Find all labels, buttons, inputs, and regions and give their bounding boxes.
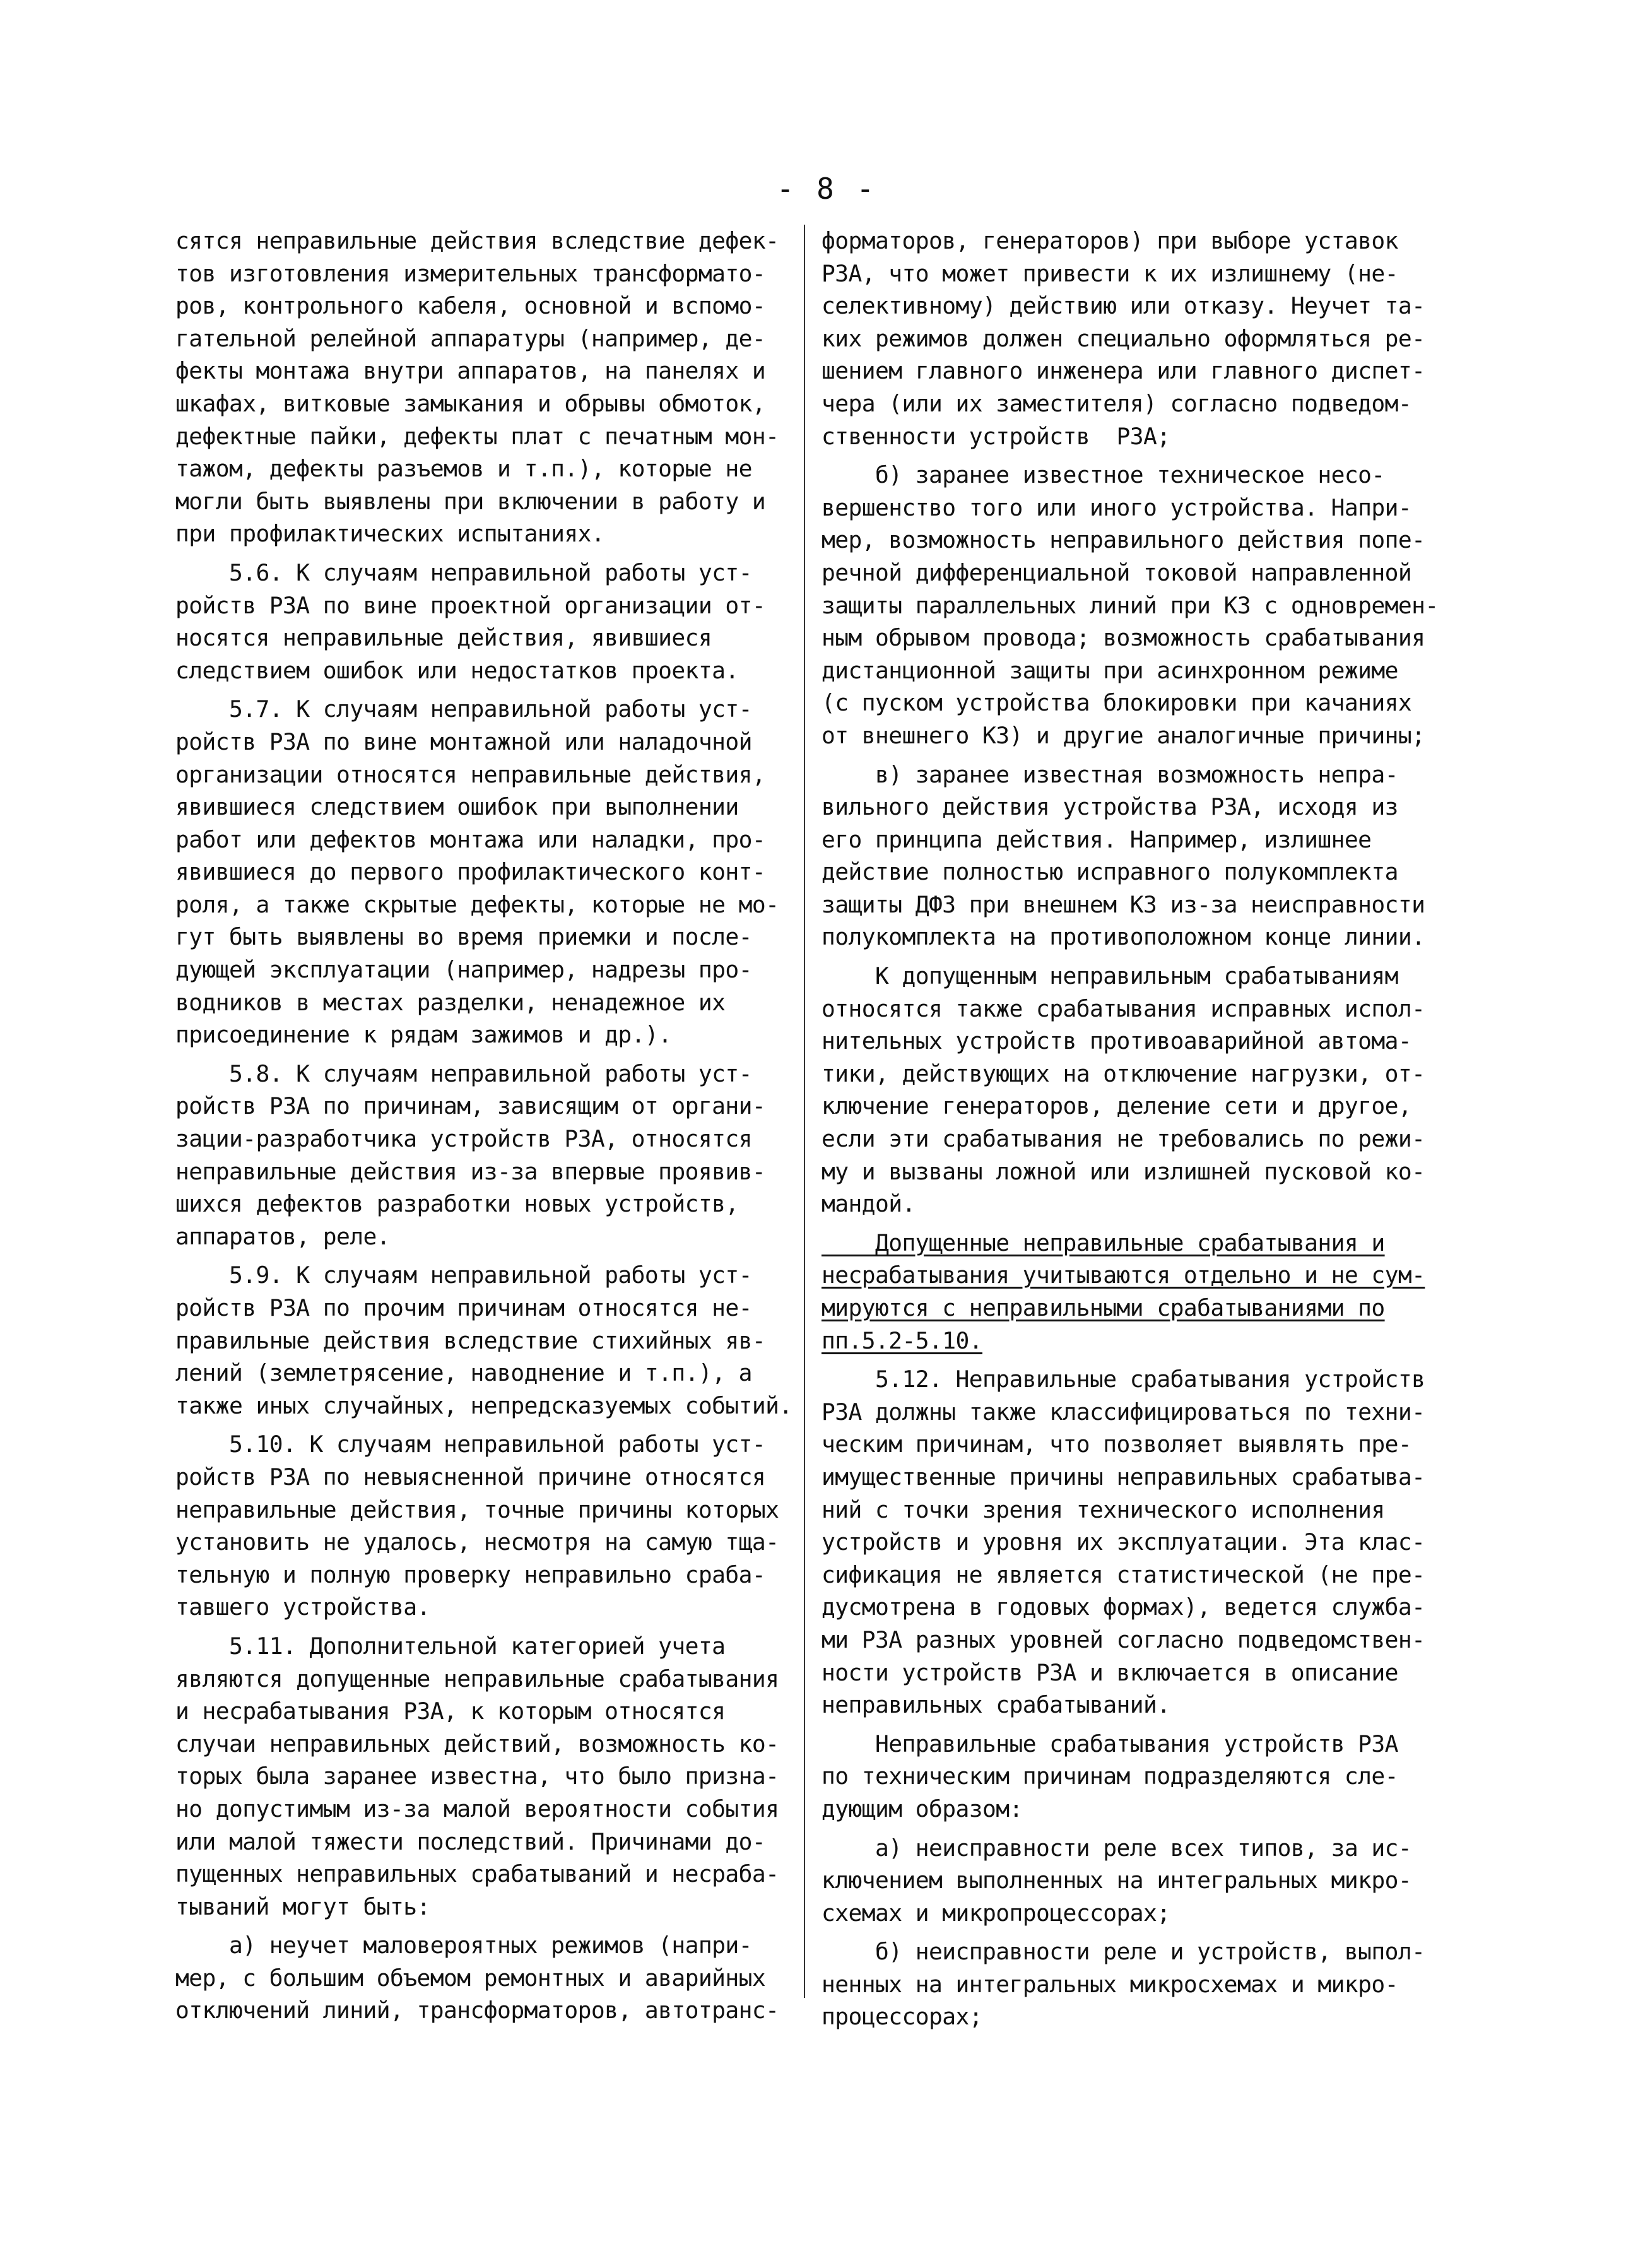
text-line: полукомплекта на противоположном конце линии.: [822, 923, 1425, 951]
text-line: зации-разработчика устройств РЗА, относятся: [175, 1125, 752, 1153]
text-line: также иных случайных, непредсказуемых событий.: [175, 1391, 792, 1419]
text-line: гут быть выявлены во время приемки и после-: [175, 923, 752, 951]
text-line: процессорах;: [822, 2003, 983, 2031]
text-line: устройств и уровня их эксплуатации. Эта клас-: [822, 1528, 1425, 1556]
text-line: тов изготовления измерительных трансформато-: [175, 259, 766, 287]
text-line: носятся неправильные действия, явившиеся: [175, 624, 712, 652]
text-line: ров, контрольного кабеля, основной и вспомо-: [175, 292, 766, 320]
text-line: вершенство того или иного устройства. Напри-: [822, 493, 1412, 521]
text-line: ройств РЗА по вине монтажной или наладочной: [175, 728, 752, 755]
left-column: [175, 225, 797, 2027]
text-line: ственности устройств РЗА;: [822, 422, 1170, 450]
text-line: 5.10. К случаям неправильной работы уст-: [175, 1431, 766, 1458]
text-line: тавшего устройства.: [175, 1593, 430, 1621]
text-line: отключений линий, трансформаторов, автотранс-: [175, 1997, 779, 2024]
text-line: фекты монтажа внутри аппаратов, на панелях и: [175, 357, 766, 385]
text-line: дующей эксплуатации (например, надрезы про-: [175, 956, 752, 984]
text-line: селективному) действию или отказу. Неучет та-: [822, 292, 1425, 320]
text-line: ным обрывом провода; возможность срабатывания: [822, 624, 1425, 652]
text-line: дистанционной защиты при асинхронном режиме: [822, 656, 1398, 684]
text-line: форматоров, генераторов) при выборе уставок: [822, 227, 1398, 254]
text-line: РЗА, что может привести к их излишнему (не-: [822, 259, 1398, 287]
text-line: роля, а также скрытые дефекты, которые не мо-: [175, 890, 779, 918]
text-line: защиты ДФЗ при внешнем КЗ из-за неисправности: [822, 890, 1425, 918]
text-line: ких режимов должен специально оформляться ре-: [822, 324, 1425, 352]
text-line: действие полностью исправного полукомплекта: [822, 858, 1398, 886]
text-line: или малой тяжести последствий. Причинами до-: [175, 1828, 766, 1855]
text-line: Допущенные неправильные срабатывания и: [822, 1229, 1385, 1256]
text-line: чера (или их заместителя) согласно подведом-: [822, 389, 1412, 417]
text-line: 5.7. К случаям неправильной работы уст-: [175, 695, 752, 723]
text-line: ческим причинам, что позволяет выявлять пре-: [822, 1431, 1412, 1458]
text-line: нительных устройств противоаварийной автома-: [822, 1027, 1412, 1055]
text-line: неправильные действия из-за впервые проявив-: [175, 1157, 766, 1185]
text-line: торых была заранее известна, что было призна-: [175, 1763, 779, 1790]
text-line: дусмотрена в годовых формах), ведется службa-: [822, 1593, 1425, 1621]
text-line: сификация не является статистической (не пре-: [822, 1561, 1425, 1588]
text-line: и несрабатывания РЗА, к которым относятся: [175, 1698, 726, 1725]
text-line: аппаратов, реле.: [175, 1222, 391, 1250]
text-line: по техническим причинам подразделяются сле-: [822, 1763, 1398, 1790]
right-column: [822, 225, 1452, 2033]
text-line: явившиеся до первого профилактического конт-: [175, 858, 766, 886]
text-line: его принципа действия. Например, излишнее: [822, 825, 1372, 853]
text-line: шением главного инженера или главного диспет-: [822, 357, 1425, 385]
text-line: 5.9. К случаям неправильной работы уст-: [175, 1261, 752, 1289]
text-line: шихся дефектов разработки новых устройств,: [175, 1190, 739, 1218]
text-line: (с пуском устройства блокировки при качаниях: [822, 689, 1412, 717]
text-line: б) заранее известное техническое несо-: [822, 461, 1385, 489]
text-line: работ или дефектов монтажа или наладки, про-: [175, 825, 766, 853]
text-line: мандой.: [822, 1190, 916, 1218]
text-line: а) неучет маловероятных режимов (напри-: [175, 1932, 752, 1959]
text-line: гательной релейной аппаратуры (например, де-: [175, 324, 766, 352]
text-line: несрабатывания учитываются отдельно и не сум-: [822, 1261, 1425, 1289]
text-line: сятся неправильные действия вследствие дефек-: [175, 227, 779, 254]
text-line: относятся также срабатывания исправных испол-: [822, 995, 1425, 1022]
text-line: ности устройств РЗА и включается в описание: [822, 1658, 1398, 1686]
text-line: дефектные пайки, дефекты плат с печатным мон-: [175, 422, 779, 450]
text-line: установить не удалось, несмотря на самую тща-: [175, 1528, 779, 1556]
text-line: ройств РЗА по невыясненной причине относятся: [175, 1463, 766, 1491]
text-line: РЗА должны также классифицироваться по техни-: [822, 1398, 1425, 1426]
text-line: водников в местах разделки, ненадежное их: [175, 988, 726, 1016]
text-line: 5.12. Неправильные срабатывания устройств: [822, 1366, 1425, 1393]
text-line: правильные действия вследствие стихийных яв-: [175, 1326, 766, 1354]
text-line: ройств РЗА по вине проектной организации от-: [175, 591, 766, 619]
text-line: схемах и микропроцессорах;: [822, 1899, 1170, 1927]
text-line: ключением выполненных на интегральных микро-: [822, 1867, 1412, 1894]
text-line: защиты параллельных линий при КЗ с одновремен-: [822, 591, 1439, 619]
text-line: б) неисправности реле и устройств, выпол-: [822, 1938, 1425, 1966]
text-line: неправильные действия, точные причины которых: [175, 1496, 779, 1523]
text-line: случаи неправильных действий, возможность ко-: [175, 1730, 779, 1757]
text-line: могли быть выявлены при включении в работу и: [175, 487, 766, 515]
text-line: ми РЗА разных уровней согласно подведомствен-: [822, 1626, 1425, 1653]
text-line: присоединение к рядам зажимов и др.).: [175, 1021, 672, 1049]
text-line: мер, с большим объемом ремонтных и аварийных: [175, 1964, 766, 1992]
text-line: тажом, дефекты разъемов и т.п.), которые не: [175, 455, 752, 483]
text-line: но допустимым из-за малой вероятности события: [175, 1795, 779, 1822]
column-divider: [804, 225, 805, 1998]
text-line: если эти срабатывания не требовались по режи-: [822, 1125, 1425, 1153]
text-line: 5.6. К случаям неправильной работы уст-: [175, 558, 752, 586]
text-line: шкафах, витковые замыкания и обрывы обмоток,: [175, 389, 766, 417]
text-line: тельную и полную проверку неправильно сраба-: [175, 1561, 766, 1588]
text-line: в) заранее известная возможность непра-: [822, 760, 1398, 788]
text-line: ний с точки зрения технического исполнения: [822, 1496, 1385, 1523]
text-line: вильного действия устройства РЗА, исходя из: [822, 793, 1398, 821]
text-line: тываний могут быть:: [175, 1893, 430, 1920]
text-line: мируются с неправильными срабатываниями по: [822, 1294, 1385, 1321]
text-line: следствием ошибок или недостатков проекта.: [175, 656, 739, 684]
text-line: тики, действующих на отключение нагрузки, от-: [822, 1060, 1425, 1087]
text-line: являются допущенные неправильные срабатывания: [175, 1665, 779, 1692]
text-line: ключение генераторов, деление сети и другое,: [822, 1092, 1412, 1120]
text-line: явившиеся следствием ошибок при выполнении: [175, 793, 739, 821]
page-number: - 8 -: [776, 172, 877, 206]
text-line: пущенных неправильных срабатываний и несраба-: [175, 1860, 779, 1888]
text-line: К допущенным неправильным срабатываниям: [822, 962, 1398, 990]
text-line: 5.11. Дополнительной категорией учета: [175, 1632, 726, 1660]
text-line: имущественные причины неправильных срабатыва-: [822, 1463, 1425, 1491]
text-line: от внешнего КЗ) и другие аналогичные причины;: [822, 721, 1425, 749]
text-line: а) неисправности реле всех типов, за ис-: [822, 1834, 1412, 1862]
text-line: дующим образом:: [822, 1795, 1023, 1822]
text-line: 5.8. К случаям неправильной работы уст-: [175, 1060, 752, 1087]
text-line: му и вызваны ложной или излишней пусковой ко-: [822, 1157, 1425, 1185]
text-line: ройств РЗА по прочим причинам относятся не-: [175, 1294, 752, 1321]
text-line: организации относятся неправильные действия,: [175, 760, 766, 788]
text-line: лений (землетрясение, наводнение и т.п.), а: [175, 1359, 752, 1387]
text-line: Неправильные срабатывания устройств РЗА: [822, 1730, 1398, 1757]
text-line: пп.5.2-5.10.: [822, 1326, 983, 1354]
text-line: при профилактических испытаниях.: [175, 520, 605, 548]
text-line: ройств РЗА по причинам, зависящим от органи-: [175, 1092, 766, 1120]
text-line: мер, возможность неправильного действия попе-: [822, 526, 1425, 554]
text-line: речной дифференциальной токовой направленной: [822, 558, 1412, 586]
text-line: ненных на интегральных микросхемах и микро-: [822, 1970, 1398, 1998]
text-line: неправильных срабатываний.: [822, 1691, 1170, 1719]
